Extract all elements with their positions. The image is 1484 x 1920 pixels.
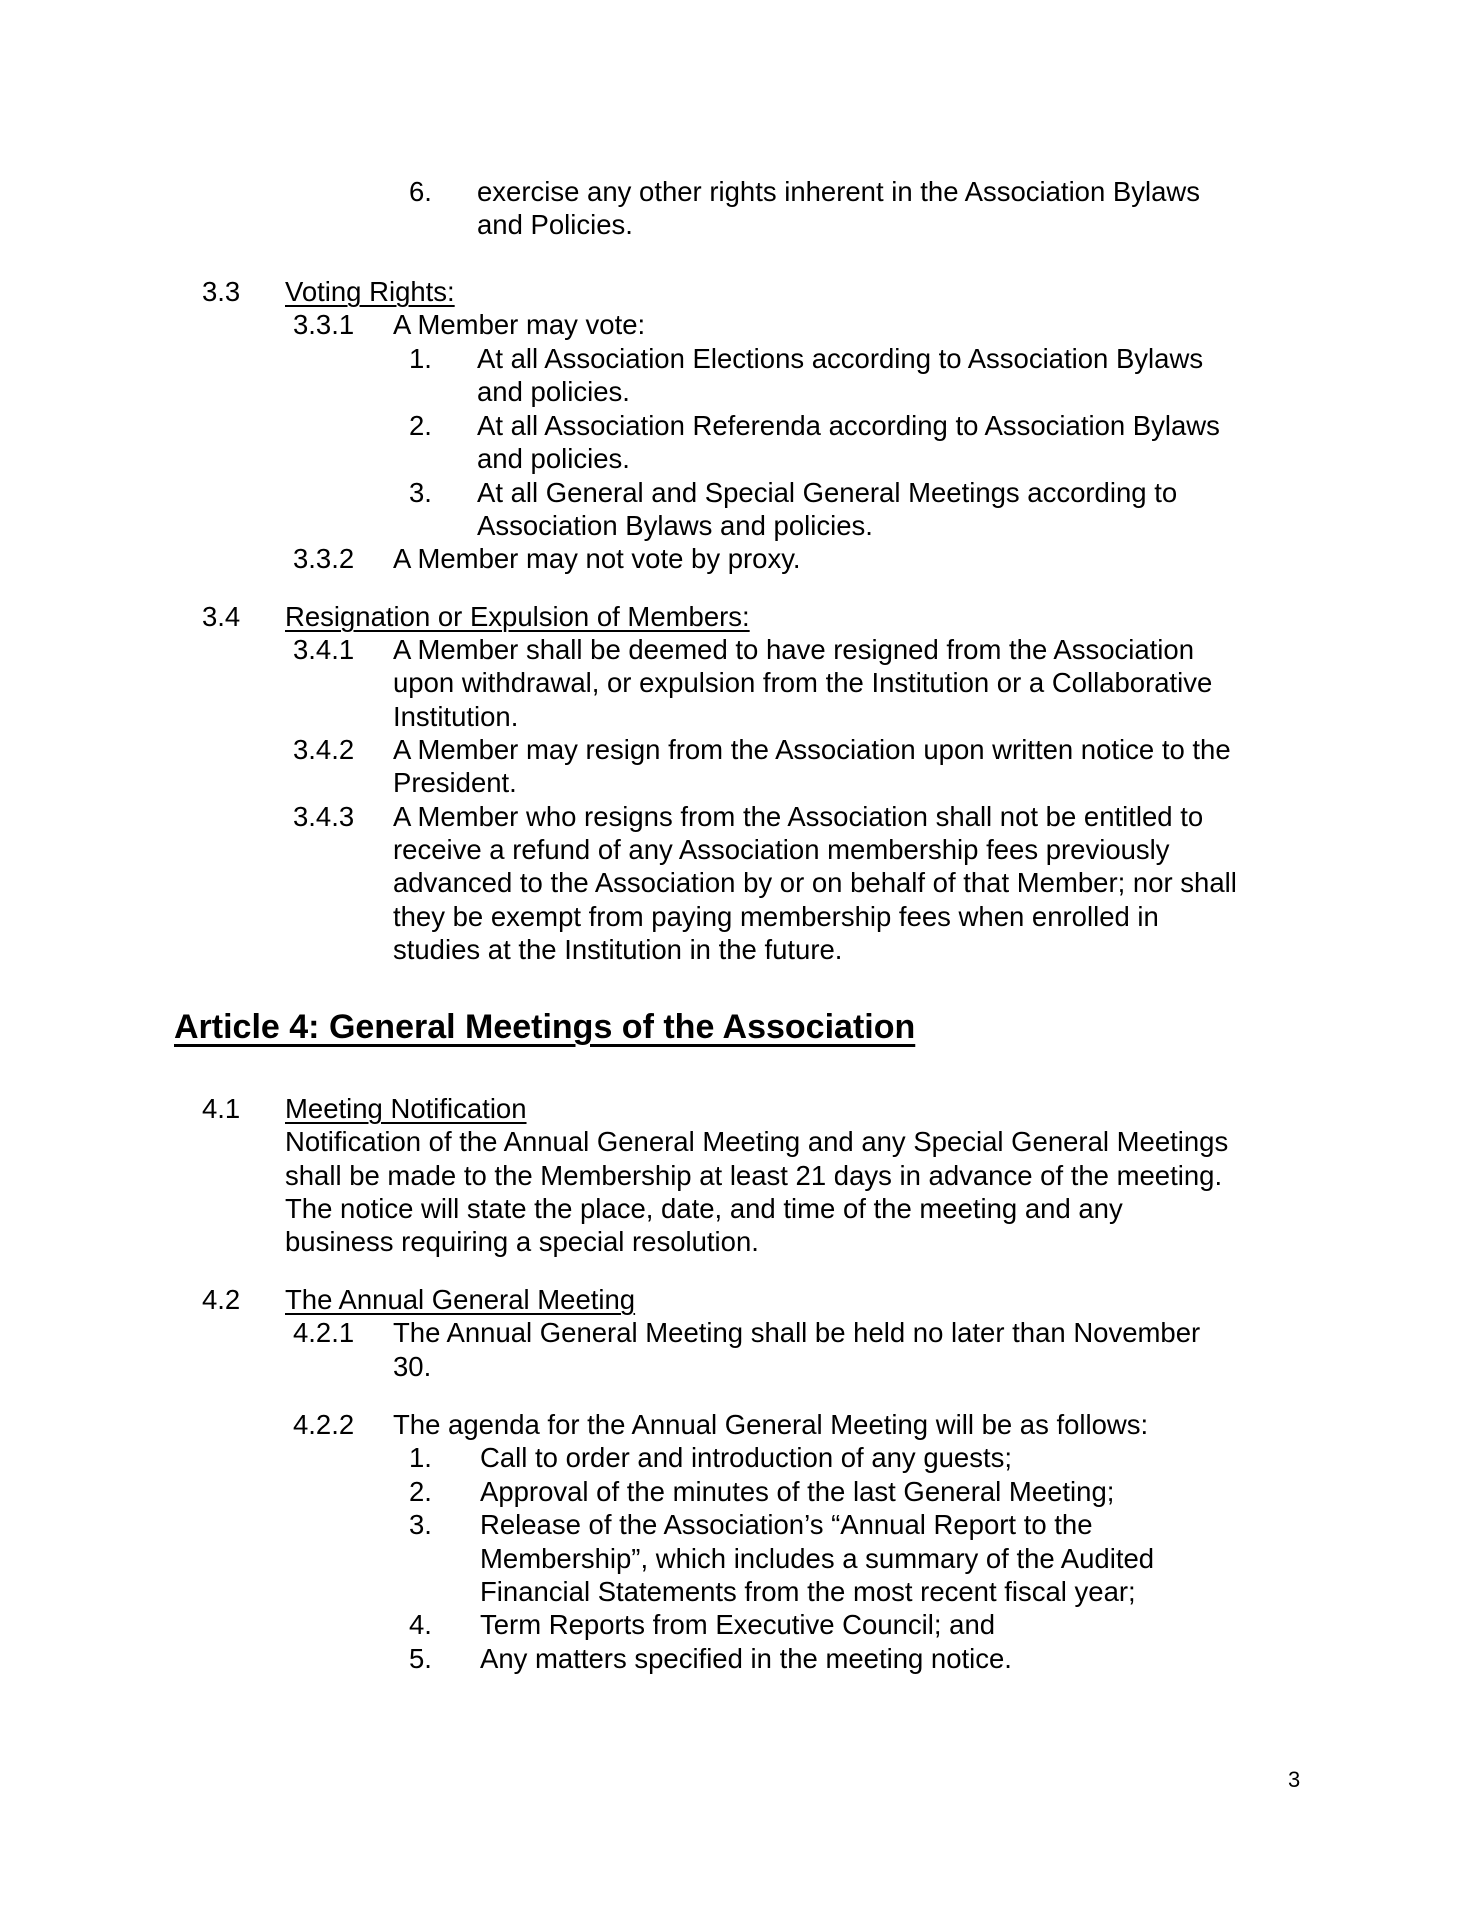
- subsection-number: 3.4.2: [293, 734, 355, 765]
- list-item-number: 3.: [409, 1509, 432, 1540]
- section-title: Resignation or Expulsion of Members:: [285, 601, 750, 632]
- paragraph-text: The notice will state the place, date, and time of the meeting and any: [285, 1193, 1123, 1224]
- paragraph-text: Notification of the Annual General Meeting and any Special General Meetings: [285, 1126, 1229, 1157]
- paragraph-text: shall be made to the Membership at least 21 days in advance of the meeting.: [285, 1160, 1223, 1191]
- list-item-text: and Policies.: [477, 209, 633, 240]
- subsection-number: 4.2.1: [293, 1317, 355, 1348]
- section-number: 4.1: [202, 1093, 241, 1124]
- list-item-text: Membership”, which includes a summary of the Audited: [480, 1543, 1155, 1574]
- section-title: The Annual General Meeting: [285, 1284, 636, 1315]
- list-item-text: Approval of the minutes of the last General Meeting;: [480, 1476, 1115, 1507]
- list-item-number: 4.: [409, 1609, 432, 1640]
- list-item-number: 2.: [409, 410, 432, 441]
- subsection-text: receive a refund of any Association membership fees previously: [393, 834, 1170, 865]
- section-number: 4.2: [202, 1284, 241, 1315]
- subsection-text: President.: [393, 767, 517, 798]
- subsection-text: they be exempt from paying membership fees when enrolled in: [393, 901, 1159, 932]
- subsection-text: advanced to the Association by or on behalf of that Member; nor shall: [393, 867, 1237, 898]
- subsection-text: 30.: [393, 1351, 432, 1382]
- list-item-number: 3.: [409, 477, 432, 508]
- subsection-number: 4.2.2: [293, 1409, 355, 1440]
- list-item-text: At all General and Special General Meetings according to: [477, 477, 1178, 508]
- page-number: 3: [1288, 1767, 1301, 1792]
- list-item-number: 1.: [409, 1442, 432, 1473]
- subsection-number: 3.3.1: [293, 309, 355, 340]
- list-item-text: Association Bylaws and policies.: [477, 510, 873, 541]
- list-item-text: At all Association Referenda according to Association Bylaws: [477, 410, 1220, 441]
- subsection-number: 3.4.3: [293, 801, 355, 832]
- subsection-text: The agenda for the Annual General Meeting will be as follows:: [393, 1409, 1149, 1440]
- list-item-text: Financial Statements from the most recent fiscal year;: [480, 1576, 1136, 1607]
- list-item-text: Call to order and introduction of any guests;: [480, 1442, 1012, 1473]
- subsection-text: A Member shall be deemed to have resigned from the Association: [393, 634, 1195, 665]
- subsection-text: Institution.: [393, 701, 519, 732]
- subsection-number: 3.4.1: [293, 634, 355, 665]
- list-item-text: and policies.: [477, 376, 630, 407]
- subsection-text: A Member may resign from the Association upon written notice to the: [393, 734, 1231, 765]
- list-item-text: exercise any other rights inherent in the Association Bylaws: [477, 176, 1201, 207]
- list-item-number: 5.: [409, 1643, 432, 1674]
- list-item-number: 1.: [409, 343, 432, 374]
- article-heading: Article 4: General Meetings of the Association: [174, 1008, 916, 1046]
- list-item-text: At all Association Elections according to Association Bylaws: [477, 343, 1204, 374]
- subsection-text: A Member may vote:: [393, 309, 646, 340]
- list-item-text: and policies.: [477, 443, 630, 474]
- subsection-text: The Annual General Meeting shall be held no later than November: [393, 1317, 1201, 1348]
- section-title: Meeting Notification: [285, 1093, 527, 1124]
- list-item-text: Term Reports from Executive Council; and: [480, 1609, 996, 1640]
- section-number: 3.3: [202, 276, 241, 307]
- subsection-text: studies at the Institution in the future.: [393, 934, 843, 965]
- subsection-text: A Member may not vote by proxy.: [393, 543, 801, 574]
- list-item-number: 6.: [409, 176, 432, 207]
- list-item-text: Release of the Association’s “Annual Report to the: [480, 1509, 1093, 1540]
- subsection-text: A Member who resigns from the Association shall not be entitled to: [393, 801, 1204, 832]
- paragraph-text: business requiring a special resolution.: [285, 1226, 759, 1257]
- subsection-number: 3.3.2: [293, 543, 355, 574]
- list-item-text: Any matters specified in the meeting notice.: [480, 1643, 1012, 1674]
- section-number: 3.4: [202, 601, 241, 632]
- subsection-text: upon withdrawal, or expulsion from the Institution or a Collaborative: [393, 667, 1213, 698]
- list-item-number: 2.: [409, 1476, 432, 1507]
- section-title: Voting Rights:: [285, 276, 455, 307]
